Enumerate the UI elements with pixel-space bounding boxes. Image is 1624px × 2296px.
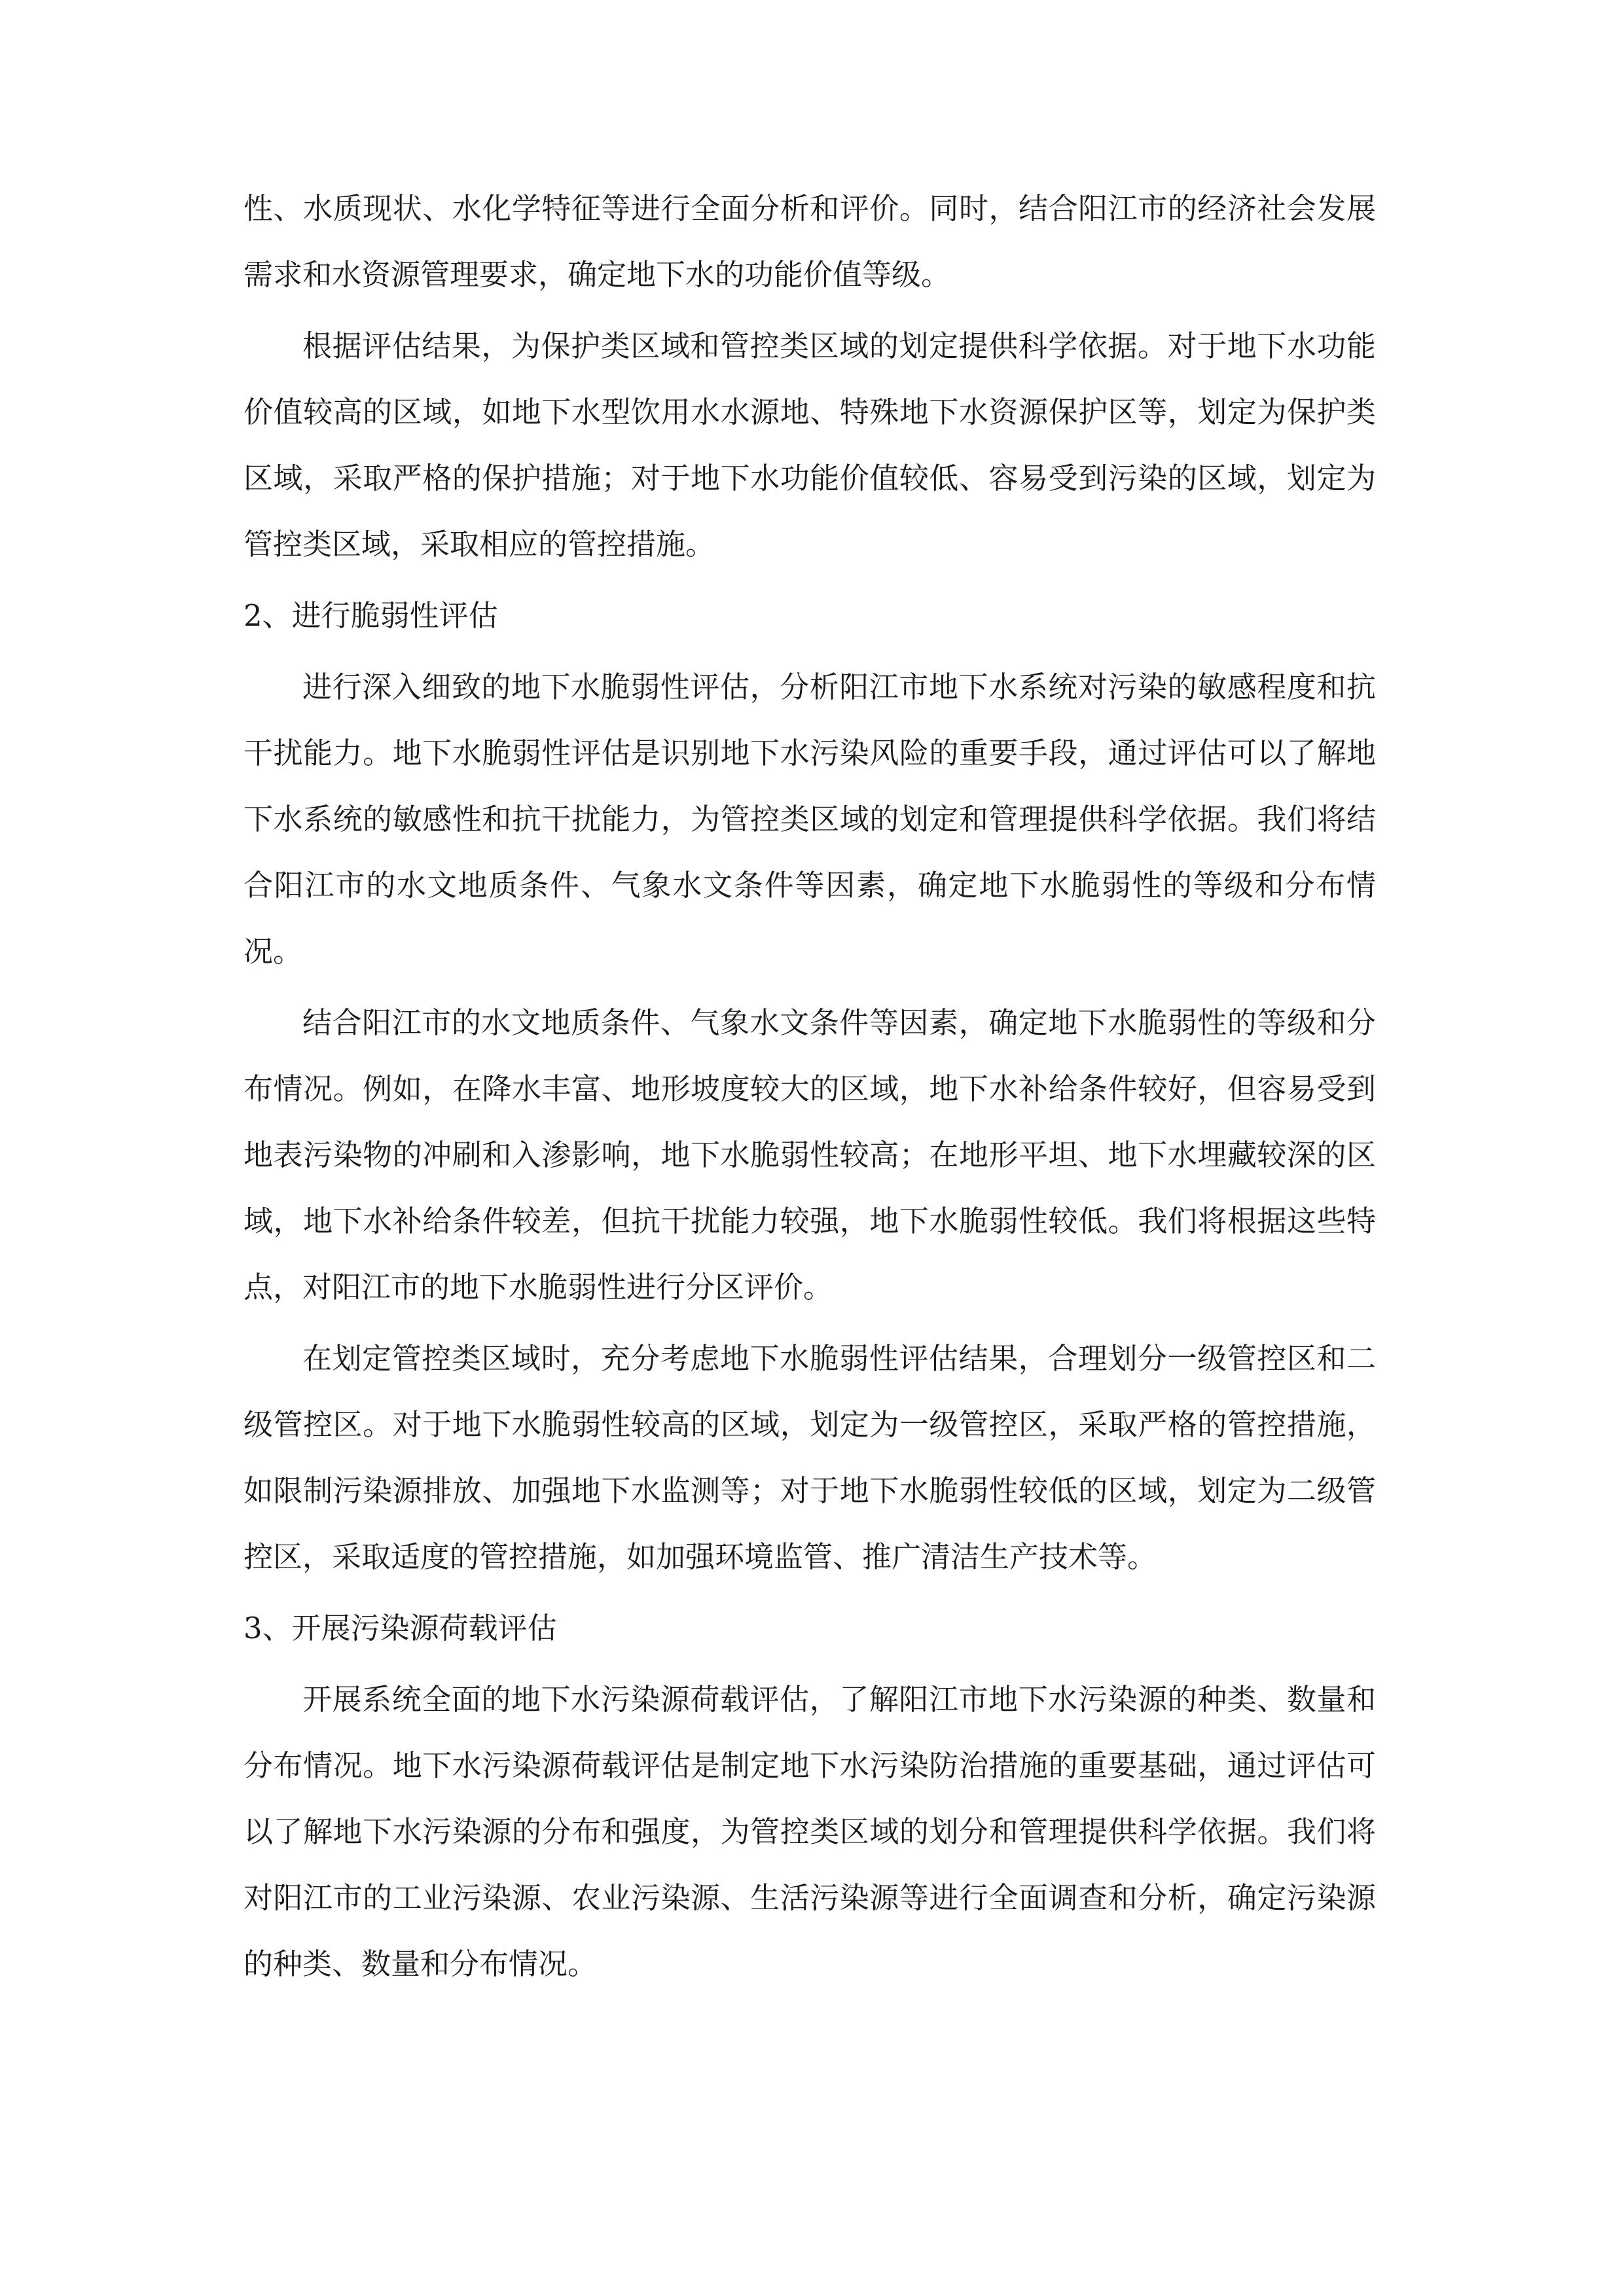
paragraph-vulnerability-assessment: 进行深入细致的地下水脆弱性评估，分析阳江市地下水系统对污染的敏感程度和抗干扰能力。地下水脆弱性评估是识别地下水污染风险的重要手段，通过评估可以了解地下水系统的敏感性和抗干扰能力，为管控类区域的划定和管理提供科学依据。我们将结合阳江市的水文地质条件、气象水文条件等因素，确定地下水脆弱性的等级和分布情况。 xyxy=(244,670,1376,969)
paragraph-vulnerability-distribution: 结合阳江市的水文地质条件、气象水文条件等因素，确定地下水脆弱性的等级和分布情况。例如，在降水丰富、地形坡度较大的区域，地下水补给条件较好，但容易受到地表污染物的冲刷和入渗影响，地下水脆弱性较高；在地形平坦、地下水埋藏较深的区域，地下水补给条件较差，但抗干扰能力较强，地下水脆弱性较低。我们将根据这些特点，对阳江市的地下水脆弱性进行分区评价。 xyxy=(244,1005,1376,1304)
paragraph-zoning-basis: 根据评估结果，为保护类区域和管控类区域的划定提供科学依据。对于地下水功能价值较高的区域，如地下水型饮用水水源地、特殊地下水资源保护区等，划定为保护类区域，采取严格的保护措施；对于地下水功能价值较低、容易受到污染的区域，划定为管控类区域，采取相应的管控措施。 xyxy=(244,329,1376,562)
paragraph-pollution-load-assessment: 开展系统全面的地下水污染源荷载评估，了解阳江市地下水污染源的种类、数量和分布情况。地下水污染源荷载评估是制定地下水污染防治措施的重要基础，通过评估可以了解地下水污染源的分布和强度，为管控类区域的划分和管理提供科学依据。我们将对阳江市的工业污染源、农业污染源、生活污染源等进行全面调查和分析，确定污染源的种类、数量和分布情况。 xyxy=(244,1682,1376,1981)
document-page xyxy=(244,175,1376,2002)
section-heading-vulnerability: 2、进行脆弱性评估 xyxy=(244,598,498,633)
paragraph-control-zones: 在划定管控类区域时，充分考虑地下水脆弱性评估结果，合理划分一级管控区和二级管控区。对于地下水脆弱性较高的区域，划定为一级管控区，采取严格的管控措施，如限制污染源排放、加强地下水监测等；对于地下水脆弱性较低的区域，划定为二级管控区，采取适度的管控措施，如加强环境监管、推广清洁生产技术等。 xyxy=(244,1341,1376,1574)
section-heading-pollution-load: 3、开展污染源荷载评估 xyxy=(244,1611,557,1645)
paragraph-continuation: 性、水质现状、水化学特征等进行全面分析和评价。同时，结合阳江市的经济社会发展需求和水资源管理要求，确定地下水的功能价值等级。 xyxy=(244,191,1376,292)
